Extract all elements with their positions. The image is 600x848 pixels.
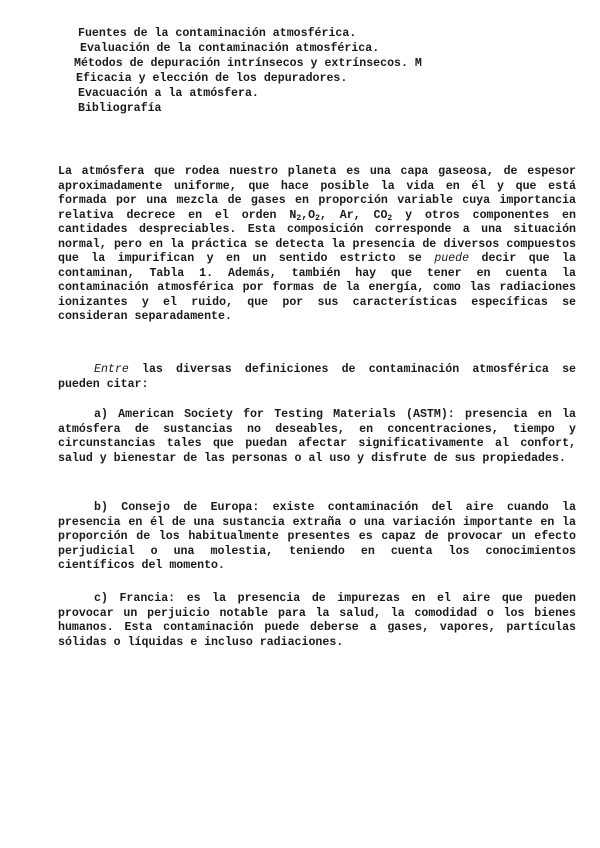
emphasis-text: puede: [434, 252, 470, 265]
intro-text-3: y otros componentes en cantidades despreciables. Esta composición corresponde a una situación normal, pero en la práctica se detecta la presencia de diversos compuestos que la impurifican y en un sentido estricto se: [58, 208, 576, 265]
subscript: 2: [296, 213, 302, 223]
intro-text-2: , Ar, CO: [319, 208, 388, 222]
subscript: 2: [315, 213, 320, 223]
definition-consejo-europa: b) Consejo de Europa: existe contaminación del aire cuando la presencia en él de una sustancia extraña o una variación importante en la proporción de los habitualmente presentes es capaz de provocar un efecto perjudicial o una molestia, teniendo en cuenta los conocimientos científicos del momento.: [58, 501, 576, 572]
intro-text-4: decir que la contaminan, Tabla 1. Además, también hay que tener en cuenta la contaminación atmosférica por formas de la energía, como las radiaciones ionizantes y el ruido, que por sus características específicas se consideran separadamente.: [58, 252, 576, 323]
toc-item: Evacuación a la atmósfera.: [78, 87, 259, 100]
definitions-lead: [58, 363, 576, 392]
toc-item: Evaluación de la contaminación atmosférica.: [80, 42, 380, 55]
definition-francia: c) Francia: es la presencia de impurezas en el aire que pueden provocar un perjuicio notable para la salud, la comodidad o los bienes humanos. Esta contaminación puede deberse a gases, vapores, partículas sólidas o líquidas e incluso radiaciones.: [58, 592, 576, 649]
definition-astm: a) American Society for Testing Materials (ASTM): presencia en la atmósfera de sustancias no deseables, en concentraciones, tiempo y circunstancias tales que puedan afectar significativamente al confort, salud y bienestar de las personas o al uso y disfrute de sus propiedades.: [58, 408, 576, 465]
subscript: 2: [387, 213, 393, 223]
intro-text-sep: ,O: [301, 208, 316, 222]
toc-item: Métodos de depuración intrínsecos y extrínsecos. M: [74, 57, 422, 70]
toc-item: Eficacia y elección de los depuradores.: [76, 72, 348, 85]
definitions-lead-text: las diversas definiciones de contaminación atmosférica se pueden citar:: [58, 363, 576, 391]
toc-item: Fuentes de la contaminación atmosférica.: [78, 27, 357, 40]
table-of-contents: [74, 26, 422, 116]
emphasis-text: Entre: [94, 363, 129, 376]
intro-paragraph: [58, 165, 576, 325]
intro-text-1: La atmósfera que rodea nuestro planeta es una capa gaseosa, de espesor aproximadamente uniforme, que hace posible la vida en él y que está formada por una mezcla de gases en proporción variable cuya importancia relativa decrece en el orden N: [58, 165, 576, 222]
toc-item: Bibliografía: [78, 102, 162, 115]
